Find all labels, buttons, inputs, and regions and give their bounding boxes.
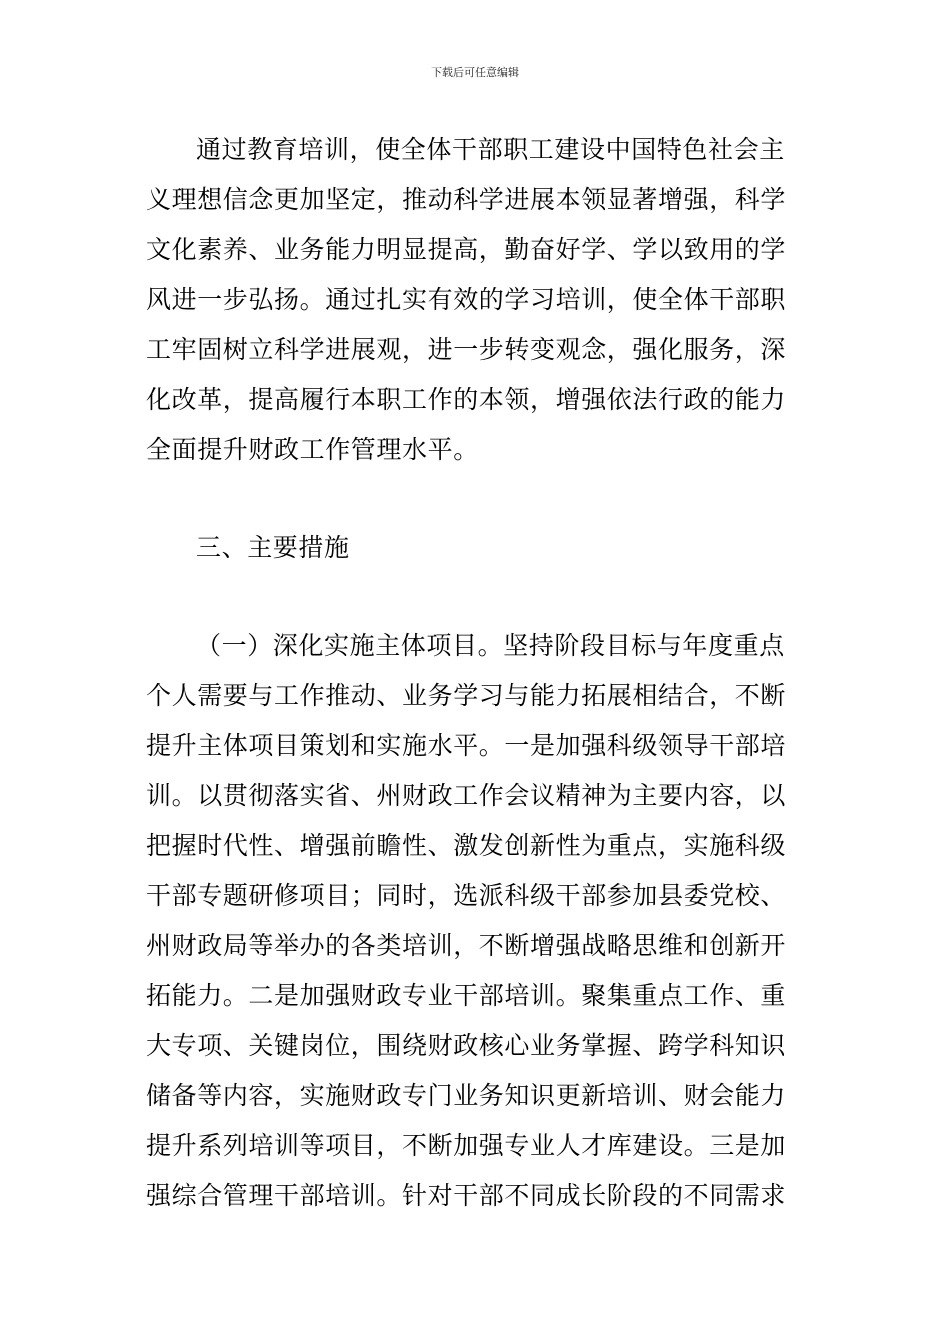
paragraph-line: 提升系列培训等项目，不断加强专业人才库建设。三是加: [146, 1131, 787, 1160]
paragraph-line: 文化素养、业务能力明显提高，勤奋好学、学以致用的学: [146, 235, 787, 264]
section-heading: 三、主要措施: [196, 533, 350, 562]
paragraph-line: 把握时代性、增强前瞻性、激发创新性为重点，实施科级: [146, 831, 787, 860]
paragraph-line: 风进一步弘扬。通过扎实有效的学习培训，使全体干部职: [146, 285, 787, 314]
paragraph-line: 拓能力。二是加强财政专业干部培训。聚集重点工作、重: [146, 981, 787, 1010]
paragraph-line: 工牢固树立科学进展观，进一步转变观念，强化服务，深: [146, 335, 787, 364]
paragraph-line: 州财政局等举办的各类培训，不断增强战略思维和创新开: [146, 931, 787, 960]
paragraph-line: 干部专题研修项目；同时，选派科级干部参加县委党校、: [146, 881, 787, 910]
paragraph-line: 通过教育培训，使全体干部职工建设中国特色社会主: [196, 135, 785, 164]
paragraph-line: 训。以贯彻落实省、州财政工作会议精神为主要内容，以: [146, 781, 787, 810]
paragraph-line: 储备等内容，实施财政专门业务知识更新培训、财会能力: [146, 1081, 787, 1110]
page-header: 下载后可任意编辑: [431, 66, 519, 79]
paragraph-line: 化改革，提高履行本职工作的本领，增强依法行政的能力: [146, 385, 787, 414]
paragraph-line: （一）深化实施主体项目。坚持阶段目标与年度重点: [196, 631, 785, 660]
paragraph-line: 强综合管理干部培训。针对干部不同成长阶段的不同需求: [146, 1181, 787, 1210]
paragraph-line: 大专项、关键岗位，围绕财政核心业务掌握、跨学科知识: [146, 1031, 787, 1060]
paragraph-line: 提升主体项目策划和实施水平。一是加强科级领导干部培: [146, 731, 787, 760]
paragraph-line: 全面提升财政工作管理水平。: [146, 435, 479, 464]
paragraph-line: 个人需要与工作推动、业务学习与能力拓展相结合，不断: [146, 681, 787, 710]
paragraph-line: 义理想信念更加坚定，推动科学进展本领显著增强，科学: [146, 185, 787, 214]
